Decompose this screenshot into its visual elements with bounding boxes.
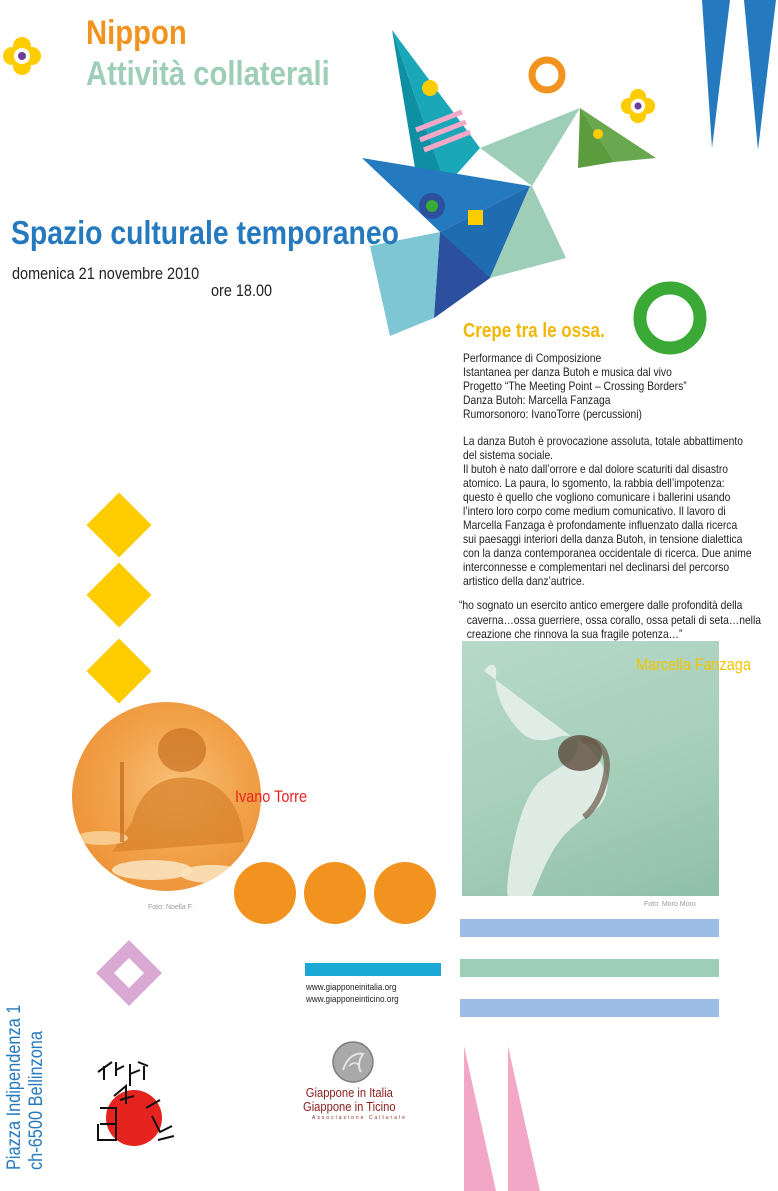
- quote-line: caverna…ossa guerriere, ossa corallo, ossa petali di seta…nella: [466, 612, 762, 627]
- photo-credit: Foto: Noella F.: [148, 904, 194, 911]
- event-title: Nippon: [86, 14, 187, 52]
- association-subtitle: Associazione Culturale: [312, 1115, 407, 1121]
- quote-line: “ho sognato un esercito antico emergere dalle profondità della: [459, 598, 743, 612]
- event-time: ore 18.00: [211, 281, 273, 300]
- detail-line: Progetto “The Meeting Point – Crossing Borders”: [463, 379, 687, 393]
- orange-dot-decoration: [374, 862, 436, 924]
- detail-line: Danza Butoh: Marcella Fanzaga: [463, 393, 611, 407]
- percussionist-name-label: Ivano Torre: [235, 787, 308, 806]
- dancer-photo: [462, 641, 719, 896]
- drum-kit-silhouette: [72, 702, 261, 891]
- description-line: interconnesse e complementari nel declinarsi del percorso: [463, 560, 730, 574]
- performance-title: Crepe tra le ossa.: [463, 320, 605, 342]
- pink-stripes-decoration: [460, 1046, 542, 1191]
- association-line: Giappone in Italia: [305, 1085, 393, 1100]
- description-line: Il butoh è nato dall’orrore e dal dolore scaturiti dal disastro: [463, 462, 729, 476]
- origami-bird-illustration: [330, 26, 660, 338]
- description-line: Marcella Fanzaga è profondamente influenzato dalla ricerca: [463, 518, 738, 532]
- yellow-diamond-decoration: [86, 562, 151, 627]
- mint-bar-decoration: [460, 959, 719, 977]
- description-line: La danza Butoh è provocazione assoluta, totale abbattimento: [463, 434, 743, 448]
- dancer-name-label: Marcella Fanzaga: [636, 655, 751, 674]
- cyan-bar-decoration: [305, 963, 441, 976]
- detail-line: Rumorsonoro: IvanoTorre (percussioni): [463, 407, 642, 421]
- address-line: Piazza Indipendenza 1: [4, 1004, 25, 1170]
- association-logo-icon: [331, 1040, 375, 1084]
- blue-bar-decoration: [460, 919, 719, 937]
- description-line: con la danza contemporanea occidentale di ricerca. Due anime: [463, 546, 752, 560]
- address-line: ch-6500 Bellinzona: [26, 1031, 47, 1170]
- yellow-diamond-decoration: [86, 638, 151, 703]
- performance-description: [463, 434, 752, 588]
- photo-credit: Foto: Moro Moro: [644, 901, 696, 908]
- dancer-silhouette: [462, 641, 719, 896]
- blue-stripes-decoration: [700, 0, 778, 150]
- nippon-logo: [94, 1056, 178, 1156]
- orange-dot-decoration: [304, 862, 366, 924]
- orange-dot-decoration: [234, 862, 296, 924]
- description-line: del sistema sociale.: [463, 448, 554, 462]
- detail-line: Istantanea per danza Butoh e musica dal vivo: [463, 365, 672, 379]
- performance-details: [463, 351, 687, 421]
- description-line: questo è quello che vogliono comunicare i ballerini usando: [463, 490, 731, 504]
- association-name: [303, 1086, 396, 1114]
- website-links: [306, 982, 399, 1006]
- description-line: sui paesaggi interiori della danza Butoh, in tensione dialettica: [463, 532, 743, 546]
- event-subtitle: Attività collaterali: [86, 55, 330, 93]
- event-date: domenica 21 novembre 2010: [12, 264, 200, 283]
- quote-line: creazione che rinnova la sua fragile potenza…”: [466, 627, 683, 641]
- performance-quote: [459, 598, 761, 642]
- venue-address: [4, 1005, 48, 1170]
- website-link[interactable]: www.giapponeinticino.org: [306, 994, 399, 1005]
- flower-icon: [2, 36, 42, 76]
- association-line: Giappone in Ticino: [303, 1099, 396, 1114]
- description-line: atomico. La paura, lo sgomento, la rabbia dell’impotenza:: [463, 476, 725, 490]
- detail-line: Performance di Composizione: [463, 351, 602, 365]
- website-link[interactable]: www.giapponeinitalia.org: [306, 982, 397, 993]
- pink-diamond-icon: [92, 936, 166, 1010]
- description-line: l’intero loro corpo come medium comunicativo. Il lavoro di: [463, 504, 726, 518]
- venue-heading: Spazio culturale temporaneo: [11, 214, 399, 251]
- description-line: artistico della danz’autrice.: [463, 574, 585, 588]
- blue-bar-decoration: [460, 999, 719, 1017]
- yellow-diamond-decoration: [86, 492, 151, 557]
- percussionist-photo: [72, 702, 261, 891]
